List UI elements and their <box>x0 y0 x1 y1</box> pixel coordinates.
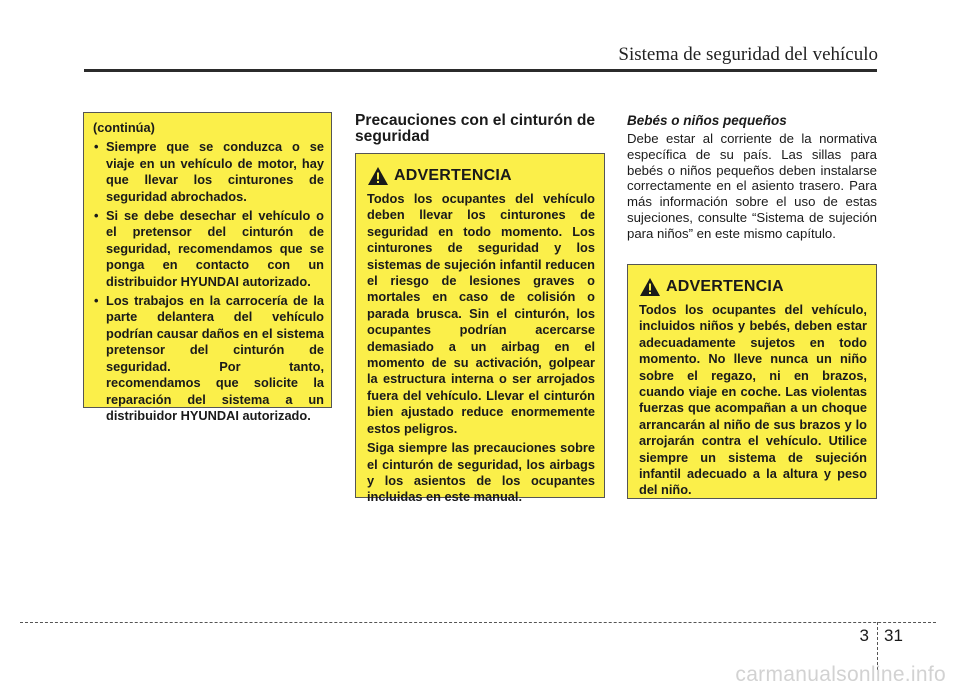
subsection-body: Debe estar al corriente de la normativa específica de su país. Las sillas para bebés o niños pequeños deben instalarse correctamente en el asiento trasero. Para más información sobre el uso de estas sujeciones, consulte “Sistema de sujeción para niños” en este mismo capítulo. <box>627 131 877 241</box>
header-rule <box>84 69 877 72</box>
warning-title: ADVERTENCIA <box>394 166 512 184</box>
list-item: • Si se debe desechar el vehículo o el pretensor del cinturón de seguridad, recomendamos que se ponga en contacto con un distribuidor HYUNDAI autorizado. <box>93 208 324 290</box>
warning-title: ADVERTENCIA <box>666 277 784 295</box>
continued-label: (continúa) <box>93 120 155 135</box>
warning-paragraph: Todos los ocupantes del vehículo, incluidos niños y bebés, deben estar adecuadamente sujetos en todo momento. No lleve nunca un niño sobre el regazo, ni en brazos, cuando viaje en coche. Las violentas fuerzas que acompañan a un choque arrancarán al niño de sus brazos y lo arrojarán contra el vehículo. Utilice siempre un sistema de sujeción infantil adecuado a la altura y peso del niño. <box>639 302 867 498</box>
warning-triangle-icon <box>367 166 389 186</box>
subsection-heading: Bebés o niños pequeños <box>627 113 787 128</box>
chapter-number: 3 <box>859 626 869 645</box>
warning-header <box>367 161 595 191</box>
warning-paragraph: Siga siempre las precauciones sobre el cinturón de seguridad, los airbags y los asientos de los ocupantes incluidas en este manual. <box>367 440 595 505</box>
footer-rule <box>20 622 936 623</box>
continued-box <box>83 112 332 423</box>
warning-box-seatbelt <box>355 153 605 505</box>
continued-list <box>93 139 324 424</box>
list-item: • Siempre que se conduzca o se viaje en un vehículo de motor, hay que llevar los cinturones de seguridad abrochados. <box>93 139 324 205</box>
warning-box-children <box>627 264 877 499</box>
warning-paragraph: Todos los ocupantes del vehículo deben llevar los cinturones de seguridad en todo momento. Los cinturones de seguridad y los sistemas de sujeción infantil reducen el riesgo de lesiones graves o mortales en caso de colisión o parada brusca. Sin el cinturón, los ocupantes podrían acercarse demasiado a un airbag en el momento de su activación, golpear la estructura interna o ser arrojados fuera del vehículo. Llevar el cinturón bien ajustado reduce enormemente estos peligros. <box>367 191 595 436</box>
warning-triangle-icon <box>639 277 661 297</box>
page-number: 31 <box>884 626 903 645</box>
page-header-title: Sistema de seguridad del vehículo <box>618 44 878 65</box>
list-item: • Los trabajos en la carrocería de la parte delantera del vehículo podrían causar daños en el sistema pretensor del cinturón de seguridad. Por tanto, recomendamos que solicite la reparación del sistema a un distribuidor HYUNDAI autorizado. <box>93 293 324 424</box>
section-heading: Precauciones con el cinturón de seguridad <box>355 112 596 145</box>
warning-header <box>639 272 867 302</box>
watermark: carmanualsonline.info <box>735 663 946 686</box>
